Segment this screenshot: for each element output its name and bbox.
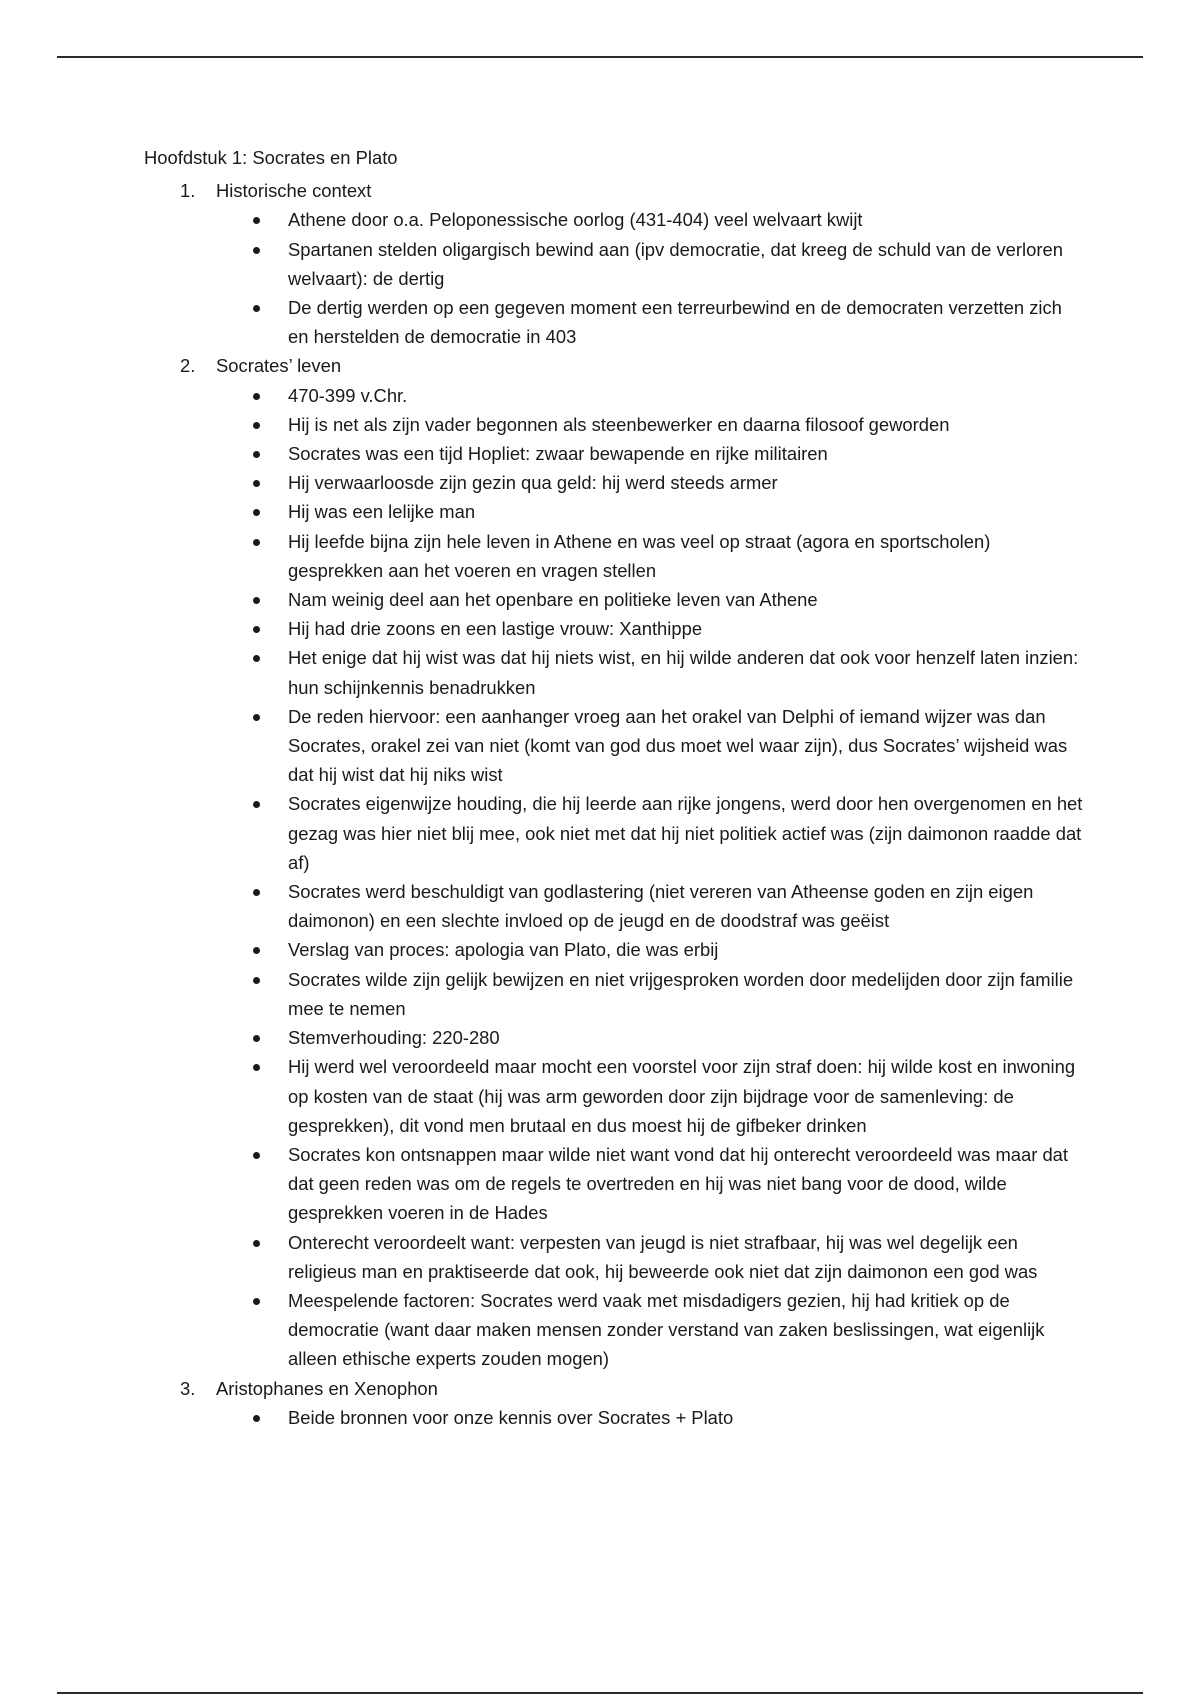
bullet-dot-icon xyxy=(253,1035,260,1042)
section-number: 3. xyxy=(180,1377,196,1399)
document-body xyxy=(144,143,1084,1432)
bullet-text: Socrates wilde zijn gelijk bewijzen en niet vrijgesproken worden door medelijden door zijn familie mee te nemen xyxy=(288,968,1074,1019)
bullet-dot-icon xyxy=(253,539,260,546)
bullet-dot-icon xyxy=(253,1064,260,1071)
bullet-text: Verslag van proces: apologia van Plato, die was erbij xyxy=(288,939,719,961)
bullet-item xyxy=(144,410,1084,439)
bullet-text: Hij had drie zoons en een lastige vrouw: Xanthippe xyxy=(288,618,703,640)
section-heading: Aristophanes en Xenophon xyxy=(216,1377,438,1399)
section-heading: Historische context xyxy=(216,180,372,202)
section-item xyxy=(144,351,1084,1373)
bullet-list xyxy=(216,205,1084,351)
bullet-item xyxy=(144,585,1084,614)
chapter-title: Hoofdstuk 1: Socrates en Plato xyxy=(144,147,398,168)
bullet-text: Stemverhouding: 220-280 xyxy=(288,1027,500,1049)
bullet-item xyxy=(144,877,1084,935)
bullet-dot-icon xyxy=(253,305,260,312)
bullet-dot-icon xyxy=(253,655,260,662)
bullet-item xyxy=(144,527,1084,585)
bullet-dot-icon xyxy=(253,422,260,429)
bullet-text: De dertig werden op een gegeven moment een terreurbewind en de democraten verzetten zich en herstelden de democratie in 403 xyxy=(288,297,1062,348)
bullet-text: De reden hiervoor: een aanhanger vroeg aan het orakel van Delphi of iemand wijzer was dan Socrates, orakel zei van niet (komt van god dus moet wel waar zijn), dus Socrates’ wijsheid was dat hij wist dat hij niks wist xyxy=(288,705,1068,786)
bullet-item xyxy=(144,439,1084,468)
bullet-dot-icon xyxy=(253,509,260,516)
bullet-item xyxy=(144,702,1084,790)
bullet-dot-icon xyxy=(253,626,260,633)
bullet-text: Beide bronnen voor onze kennis over Socrates + Plato xyxy=(288,1406,734,1428)
bullet-text: Hij is net als zijn vader begonnen als steenbewerker en daarna filosoof geworden xyxy=(288,413,950,435)
bullet-dot-icon xyxy=(253,451,260,458)
bullet-dot-icon xyxy=(253,217,260,224)
bullet-text: Spartanen stelden oligargisch bewind aan (ipv democratie, dat kreeg de schuld van de verloren welvaart): de dertig xyxy=(288,238,1063,289)
bullet-dot-icon xyxy=(253,977,260,984)
bullet-dot-icon xyxy=(253,247,260,254)
bullet-list xyxy=(216,381,1084,1374)
section-item xyxy=(144,1374,1084,1432)
bullet-dot-icon xyxy=(253,393,260,400)
bullet-item xyxy=(144,235,1084,293)
bullet-text: Meespelende factoren: Socrates werd vaak met misdadigers gezien, hij had kritiek op de democratie (want daar maken mensen zonder verstand van zaken beslissingen, wat eigenlijk alleen ethische experts zouden mogen) xyxy=(288,1289,1045,1370)
bullet-item xyxy=(144,293,1084,351)
bullet-item xyxy=(144,789,1084,877)
bullet-text: Hij werd wel veroordeeld maar mocht een voorstel voor zijn straf doen: hij wilde kost en inwoning op kosten van de staat (hij was arm geworden door zijn bijdrage voor de samenleving: de gesprekken), dit vond men brutaal en dus moest hij de gifbeker drinken xyxy=(288,1056,1076,1136)
bullet-item xyxy=(144,643,1084,701)
bullet-item xyxy=(144,1286,1084,1374)
bullet-dot-icon xyxy=(253,1298,260,1305)
bullet-item xyxy=(144,935,1084,964)
section-heading: Socrates’ leven xyxy=(216,355,342,377)
bullet-dot-icon xyxy=(253,1152,260,1159)
bullet-text: Onterecht veroordeelt want: verpesten van jeugd is niet strafbaar, hij was wel degelijk een religieus man en praktiseerde dat ook, hij beweerde ook niet dat zijn daimonon een god was xyxy=(288,1231,1038,1282)
bullet-item xyxy=(144,1023,1084,1052)
bullet-item xyxy=(144,1403,1084,1432)
bullet-dot-icon xyxy=(253,714,260,721)
section-number: 2. xyxy=(180,355,196,377)
section-item xyxy=(144,176,1084,351)
bullet-text: Socrates kon ontsnappen maar wilde niet want vond dat hij onterecht veroordeeld was maar dat dat geen reden was om de regels te overtreden en hij was niet bang voor de dood, wilde gesprekken voeren in de Hades xyxy=(288,1143,1069,1224)
bullet-dot-icon xyxy=(253,597,260,604)
bullet-dot-icon xyxy=(253,889,260,896)
bullet-text: Socrates was een tijd Hopliet: zwaar bewapende en rijke militairen xyxy=(288,443,828,465)
bullet-item xyxy=(144,1228,1084,1286)
bullet-text: Het enige dat hij wist was dat hij niets wist, en hij wilde anderen dat ook voor henzelf laten inzien: hun schijnkennis benadrukken xyxy=(288,647,1079,698)
bullet-item xyxy=(144,381,1084,410)
bullet-dot-icon xyxy=(253,801,260,808)
bullet-dot-icon xyxy=(253,947,260,954)
bullet-text: Hij leefde bijna zijn hele leven in Athene en was veel op straat (agora en sportscholen) gesprekken aan het voeren en vragen stellen xyxy=(288,530,991,581)
section-list xyxy=(144,176,1084,1432)
bullet-dot-icon xyxy=(253,480,260,487)
bullet-text: Hij verwaarloosde zijn gezin qua geld: hij werd steeds armer xyxy=(288,472,778,494)
bullet-text: 470-399 v.Chr. xyxy=(288,384,408,406)
bullet-item xyxy=(144,468,1084,497)
bullet-item xyxy=(144,965,1084,1023)
bullet-text: Athene door o.a. Peloponessische oorlog (431-404) veel welvaart kwijt xyxy=(288,209,863,231)
bullet-text: Socrates eigenwijze houding, die hij leerde aan rijke jongens, werd door hen overgenomen en het gezag was hier niet blij mee, ook niet met dat hij niet politiek actief was (zijn daimonon raadde dat af) xyxy=(288,793,1083,873)
header-rule xyxy=(57,56,1143,58)
bullet-list xyxy=(216,1403,1084,1432)
bullet-dot-icon xyxy=(253,1415,260,1422)
footer-rule xyxy=(57,1692,1143,1694)
bullet-text: Nam weinig deel aan het openbare en politieke leven van Athene xyxy=(288,589,818,611)
bullet-text: Socrates werd beschuldigt van godlastering (niet vereren van Atheense goden en zijn eigen daimonon) en een slechte invloed op de jeugd en de doodstraf was geëist xyxy=(288,881,1034,932)
section-number: 1. xyxy=(180,180,196,202)
bullet-item xyxy=(144,1052,1084,1140)
bullet-item xyxy=(144,614,1084,643)
bullet-item xyxy=(144,1140,1084,1228)
bullet-text: Hij was een lelijke man xyxy=(288,501,476,523)
bullet-item xyxy=(144,497,1084,526)
bullet-dot-icon xyxy=(253,1240,260,1247)
bullet-item xyxy=(144,205,1084,234)
